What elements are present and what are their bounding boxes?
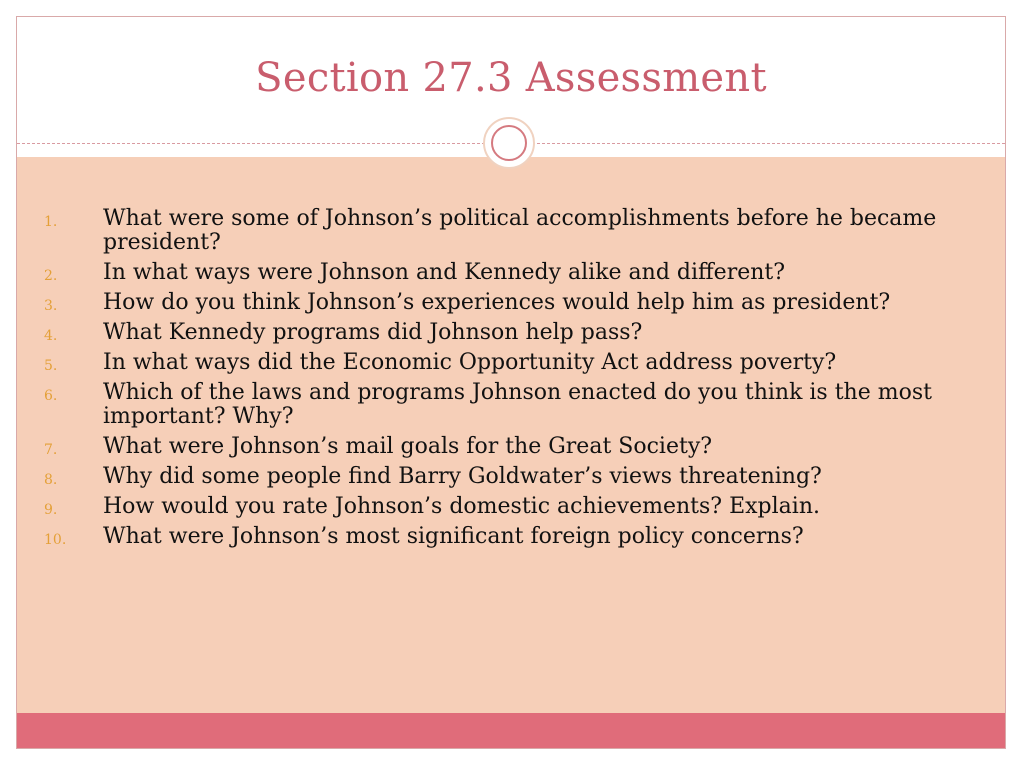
assessment-question-list <box>17 207 1005 555</box>
question-item <box>17 465 1005 489</box>
question-number: 2. <box>44 268 58 284</box>
question-number: 5. <box>44 358 58 374</box>
question-number: 3. <box>44 298 58 314</box>
question-number: 4. <box>44 328 58 344</box>
question-number: 9. <box>44 502 58 518</box>
question-text: What were some of Johnson’s political accomplishments before he became president? <box>103 206 937 255</box>
question-item <box>17 351 1005 375</box>
question-number: 7. <box>44 442 58 458</box>
question-number: 10. <box>44 532 67 548</box>
bottom-band <box>17 713 1005 748</box>
question-text: In what ways did the Economic Opportunity Act address poverty? <box>103 350 837 375</box>
question-text: What were Johnson’s most significant foreign policy concerns? <box>103 524 804 549</box>
question-number: 6. <box>44 388 58 404</box>
question-number: 8. <box>44 472 58 488</box>
question-item <box>17 207 1005 255</box>
question-text: Why did some people find Barry Goldwater’s views threatening? <box>103 464 822 489</box>
slide <box>16 16 1006 749</box>
question-item <box>17 495 1005 519</box>
question-item <box>17 291 1005 315</box>
question-text: What were Johnson’s mail goals for the Great Society? <box>103 434 713 459</box>
question-item <box>17 525 1005 549</box>
slide-title: Section 27.3 Assessment <box>255 55 767 101</box>
question-text: How would you rate Johnson’s domestic achievements? Explain. <box>103 494 820 519</box>
question-item <box>17 261 1005 285</box>
question-text: What Kennedy programs did Johnson help pass? <box>103 320 643 345</box>
question-text: In what ways were Johnson and Kennedy alike and different? <box>103 260 786 285</box>
question-number: 1. <box>44 214 58 230</box>
question-text: How do you think Johnson’s experiences would help him as president? <box>103 290 891 315</box>
circle-ornament-icon <box>483 117 535 169</box>
question-text: Which of the laws and programs Johnson enacted do you think is the most important? Why? <box>103 380 932 429</box>
question-item <box>17 381 1005 429</box>
question-item <box>17 321 1005 345</box>
circle-ornament-inner <box>491 125 527 161</box>
question-item <box>17 435 1005 459</box>
